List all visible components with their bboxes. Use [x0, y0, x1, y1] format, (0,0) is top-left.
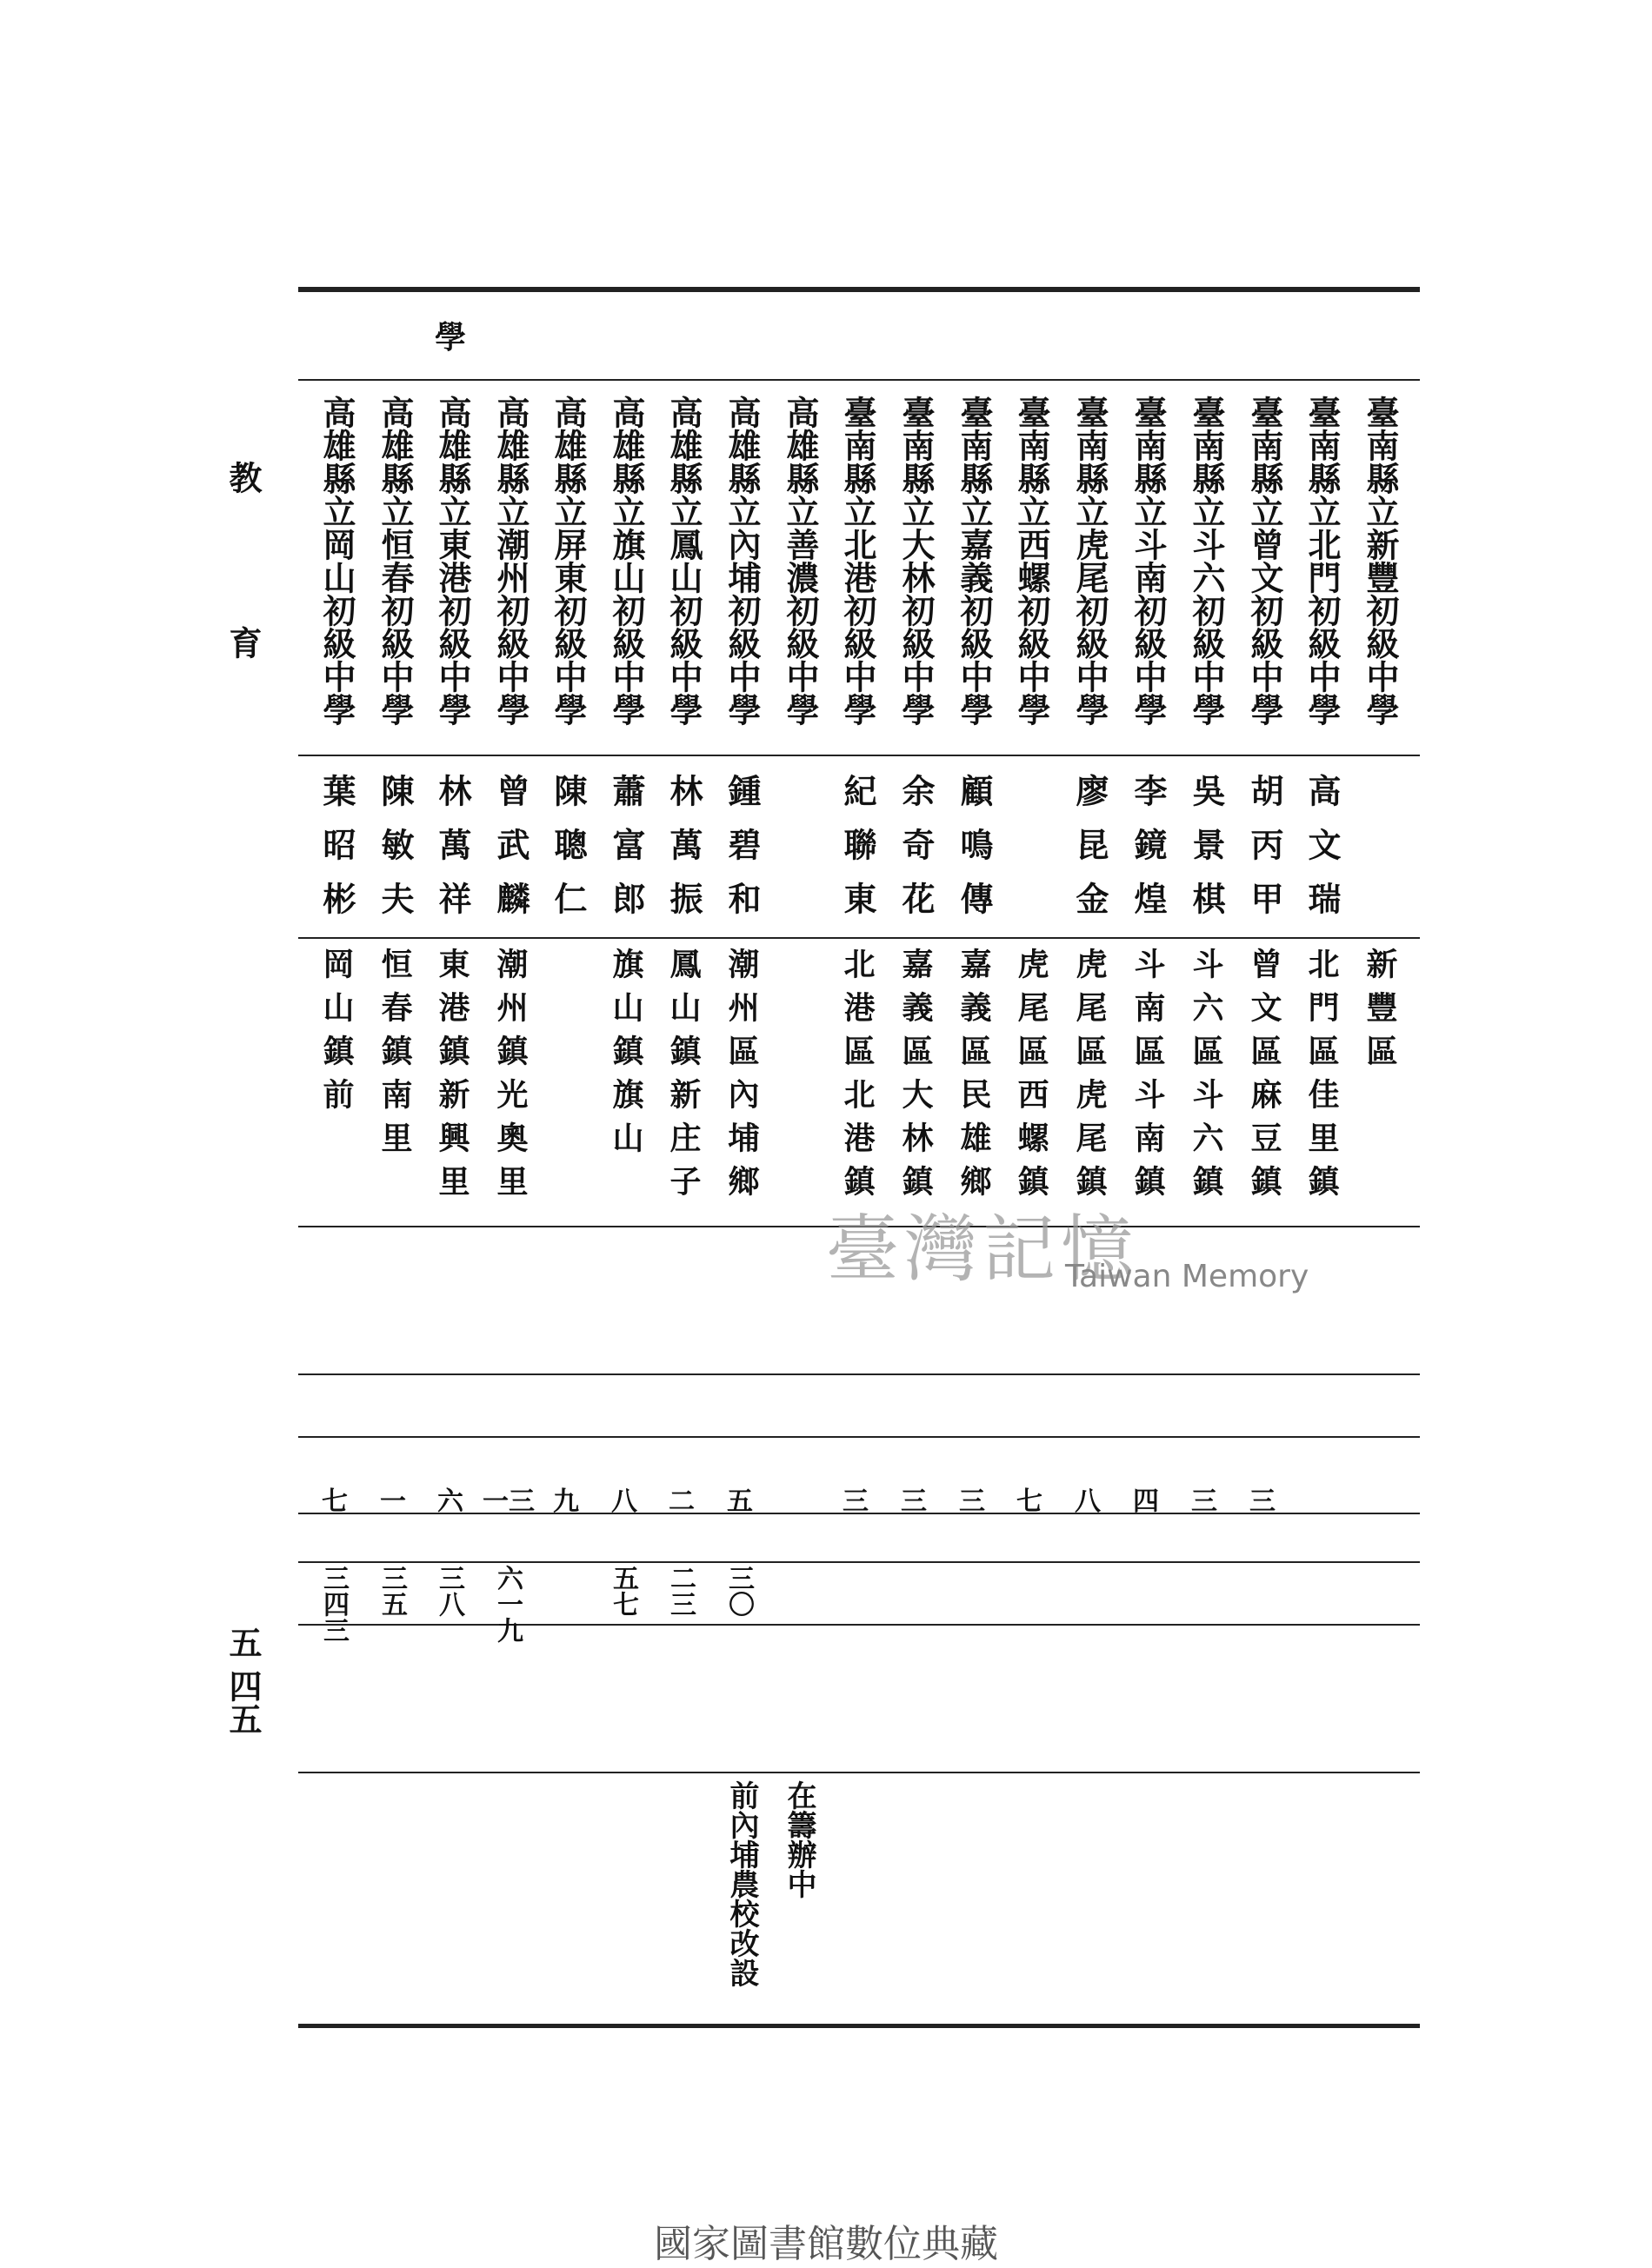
- margin-section-label-2: 育: [223, 626, 263, 659]
- principal-name: 紀聯東: [838, 774, 877, 935]
- class-count: 二: [669, 1487, 695, 1517]
- principal-name: 陳聰仁: [549, 774, 588, 935]
- class-count: 九: [553, 1487, 579, 1517]
- school-name: 高雄縣立東港初級中學: [433, 396, 472, 726]
- school-name: 臺南縣立大林初級中學: [896, 396, 936, 726]
- student-count: 三四三: [318, 1565, 349, 1643]
- watermark-logo: 臺灣記憶: [826, 1207, 1140, 1292]
- school-address: 鳳山鎮新庄子: [665, 948, 702, 1208]
- principal-name: 余奇花: [896, 774, 936, 935]
- principal-name: 高文瑞: [1302, 774, 1342, 935]
- principal-name: 李鏡煌: [1129, 774, 1168, 935]
- margin-section-label-1: 教: [223, 461, 263, 494]
- student-count: 六一九: [492, 1565, 523, 1643]
- school-address: 東港鎮新興里: [434, 948, 470, 1208]
- school-address: 北門區佳里鎮: [1303, 948, 1340, 1208]
- school-name: 高雄縣立屏東初級中學: [549, 396, 588, 726]
- principal-name: 鍾碧和: [723, 774, 762, 935]
- principal-column-rule: [298, 937, 1420, 939]
- school-address: 潮州區內埔鄉: [723, 948, 760, 1208]
- principal-name: 廖昆金: [1070, 774, 1109, 935]
- remark-note: 前內埔農校改設: [724, 1780, 759, 1987]
- page-footer: 國家圖書館數位典藏: [654, 2222, 998, 2266]
- header-rule: [298, 379, 1420, 381]
- class-count: 三: [901, 1487, 927, 1517]
- principal-name: 吳景棋: [1187, 774, 1226, 935]
- class-count: 八: [1075, 1487, 1101, 1517]
- school-address: 岡山鎮前: [318, 948, 355, 1121]
- school-name: 臺南縣立斗南初級中學: [1129, 396, 1168, 726]
- rule-5: [298, 1373, 1420, 1375]
- school-column-rule: [298, 755, 1420, 756]
- school-address: 潮州鎮光奧里: [492, 948, 529, 1208]
- school-name: 臺南縣立新豐初級中學: [1361, 396, 1400, 726]
- student-count: 三五: [376, 1565, 407, 1617]
- class-count: 七: [1016, 1487, 1042, 1517]
- school-name: 臺南縣立北門初級中學: [1302, 396, 1342, 726]
- school-address: 虎尾區虎尾鎮: [1071, 948, 1108, 1208]
- class-count: 一: [380, 1487, 406, 1517]
- school-address: 嘉義區大林鎮: [897, 948, 934, 1208]
- principal-name: 林萬振: [664, 774, 703, 935]
- class-count: 三: [843, 1487, 869, 1517]
- school-name: 高雄縣立旗山初級中學: [607, 396, 646, 726]
- school-name: 高雄縣立恒春初級中學: [376, 396, 415, 726]
- class-count: 六: [437, 1487, 463, 1517]
- class-count: 五: [727, 1487, 753, 1517]
- principal-name: 胡丙甲: [1245, 774, 1284, 935]
- student-count: 五七: [608, 1565, 638, 1617]
- school-address: 北港區北港鎮: [839, 948, 876, 1208]
- principal-name: 葉昭彬: [317, 774, 356, 935]
- top-thick-rule: [298, 287, 1420, 292]
- margin-page-mark: 五: [223, 1626, 263, 1659]
- school-name: 高雄縣立岡山初級中學: [317, 396, 356, 726]
- student-count: 二三: [665, 1565, 696, 1617]
- school-name: 高雄縣立善濃初級中學: [781, 396, 820, 726]
- school-address: 斗南區斗南鎮: [1129, 948, 1166, 1208]
- principal-name: 陳敏夫: [376, 774, 415, 935]
- school-name: 臺南縣立北港初級中學: [838, 396, 877, 726]
- principal-name: 林萬祥: [433, 774, 472, 935]
- student-count: 三八: [434, 1565, 464, 1617]
- column-header-school: 學: [435, 319, 467, 356]
- class-count: 七: [322, 1487, 348, 1517]
- class-count: 一三: [483, 1487, 535, 1517]
- school-name: 高雄縣立鳳山初級中學: [664, 396, 703, 726]
- rule-8: [298, 1561, 1420, 1563]
- school-address: 虎尾區西螺鎮: [1013, 948, 1049, 1208]
- school-address: 恒春鎮南里: [376, 948, 413, 1165]
- student-count: 三〇: [723, 1565, 754, 1617]
- school-name: 臺南縣立虎尾初級中學: [1070, 396, 1109, 726]
- school-name: 臺南縣立嘉義初級中學: [955, 396, 994, 726]
- class-count: 三: [1191, 1487, 1217, 1517]
- bottom-thick-rule: [298, 2024, 1420, 2028]
- watermark-logo-en: Taiwan Memory: [1065, 1259, 1309, 1294]
- remark-note: 在籌辦中: [782, 1780, 816, 1899]
- rule-6: [298, 1436, 1420, 1438]
- principal-name: 顧鳴傳: [955, 774, 994, 935]
- school-address: 旗山鎮旗山: [608, 948, 644, 1165]
- class-count: 三: [959, 1487, 985, 1517]
- school-address: 斗六區斗六鎮: [1188, 948, 1224, 1208]
- school-address: 嘉義區民雄鄉: [956, 948, 992, 1208]
- class-count: 八: [611, 1487, 637, 1517]
- principal-name: 曾武麟: [491, 774, 530, 935]
- margin-page-number: 四五: [223, 1669, 263, 1735]
- class-count: 四: [1133, 1487, 1159, 1517]
- principal-name: 蕭富郎: [607, 774, 646, 935]
- students-column-rule: [298, 1624, 1420, 1626]
- rule-10: [298, 1772, 1420, 1773]
- school-name: 臺南縣立斗六初級中學: [1187, 396, 1226, 726]
- school-name: 臺南縣立曾文初級中學: [1245, 396, 1284, 726]
- school-address: 曾文區麻豆鎮: [1246, 948, 1282, 1208]
- school-name: 高雄縣立潮州初級中學: [491, 396, 530, 726]
- school-address: 新豐區: [1362, 948, 1398, 1078]
- class-count: 三: [1249, 1487, 1276, 1517]
- school-name: 高雄縣立內埔初級中學: [723, 396, 762, 726]
- school-name: 臺南縣立西螺初級中學: [1012, 396, 1051, 726]
